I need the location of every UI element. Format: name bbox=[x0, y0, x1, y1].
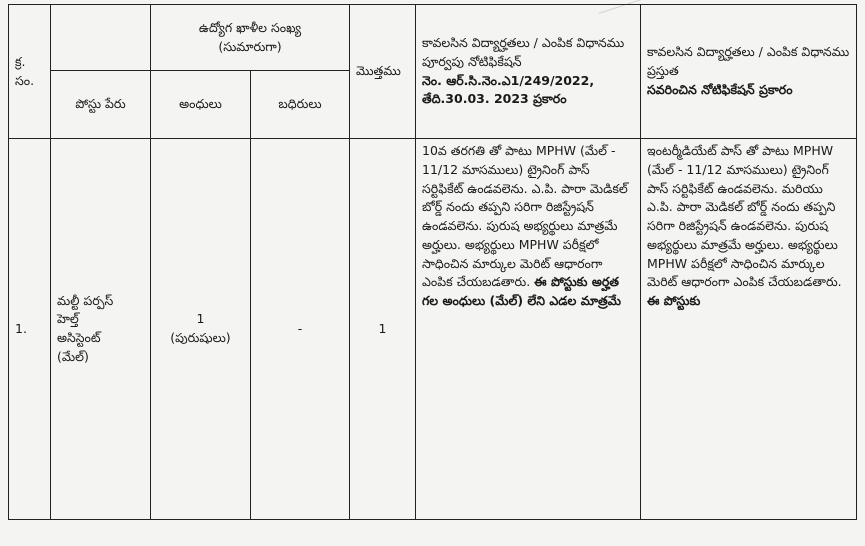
header-previous-qualification-text: కావలసిన విద్యార్హతలు / ఎంపిక విధానము పూర్వపు నోటిఫికేషన్ bbox=[422, 35, 625, 69]
header-previous-qualification-ref: నెం. ఆర్.సి.నెం.ఎ1/249/2022, తేది.30.03. 2023 ప్రకారం bbox=[422, 72, 595, 107]
header-row-1 bbox=[9, 5, 857, 71]
cell-current-qualification-text: ఇంటర్మీడియేట్ పాస్ తో పాటు MPHW (మేల్ - 11/12 మాసములు) ట్రైనింగ్ పాస్ సర్టిఫికేట్ ఉండవలెను. మరియు ఎ.పి. పారా మెడికల్ బోర్డ్ నందు తప్పని సరిగా రిజిస్ట్రేషన్ ఉండవలెను. పురుష అభ్యర్థులు మాత్రమే అర్హులు. అభ్యర్థులు MPHW పరీక్షలో సాధించిన మార్కుల మెరిట్ ఆధారంగా ఎంపిక చేయబడతారు. bbox=[647, 143, 842, 290]
header-sr-no: క్ర. సం. bbox=[9, 5, 51, 139]
header-current-qualification-text: కావలసిన విద్యార్హతలు / ఎంపిక విధానము ప్రస్తుత bbox=[647, 44, 850, 79]
cell-previous-qualification-note: ఈ పోస్టుకు అర్హత గల అంధులు (మేల్) లేని ఎడల మాత్రమే bbox=[422, 274, 621, 308]
header-post-name: పోస్టు పేరు bbox=[51, 71, 151, 139]
cell-current-qualification bbox=[641, 139, 857, 520]
cell-previous-qualification bbox=[416, 139, 641, 520]
header-empty-post bbox=[51, 5, 151, 71]
header-deaf: బధిరులు bbox=[251, 71, 350, 139]
header-blind: అంధులు bbox=[151, 71, 251, 139]
cell-previous-qualification-text: 10వ తరగతి తో పాటు MPHW (మేల్ - 11/12 మాసములు) ట్రైనింగ్ పాస్ సర్టిఫికేట్ ఉండవలెను. ఎ.పి. పారా మెడికల్ బోర్డ్ నందు తప్పని సరిగా రిజిస్ట్రేషన్ ఉండవలెను. పురుష అభ్యర్థులు మాత్రమే అర్హులు. అభ్యర్థులు MPHW పరీక్షలో సాధించిన మార్కుల మెరిట్ ఆధారంగా ఎంపిక చేయబడతారు. bbox=[422, 143, 628, 290]
header-previous-qualification bbox=[416, 5, 641, 139]
header-current-qualification bbox=[641, 5, 857, 139]
header-current-qualification-ref: సవరించిన నోటిఫికేషన్ ప్రకారం bbox=[647, 81, 793, 97]
vacancy-table bbox=[8, 4, 857, 520]
table-row bbox=[9, 139, 857, 520]
header-total: మొత్తము bbox=[350, 5, 416, 139]
cell-total: 1 bbox=[350, 139, 416, 520]
header-vacancies: ఉద్యోగ ఖాళీల సంఖ్య (సుమారుగా) bbox=[151, 5, 350, 71]
cell-sr: 1. bbox=[9, 139, 51, 520]
cell-post-name: మల్టీ పర్పస్ హెల్త్ అసిస్టెంట్ (మేల్) bbox=[51, 139, 151, 520]
cell-deaf: - bbox=[251, 139, 350, 520]
cell-blind: 1 (పురుషులు) bbox=[151, 139, 251, 520]
cell-current-qualification-note: ఈ పోస్టుకు bbox=[647, 293, 701, 308]
